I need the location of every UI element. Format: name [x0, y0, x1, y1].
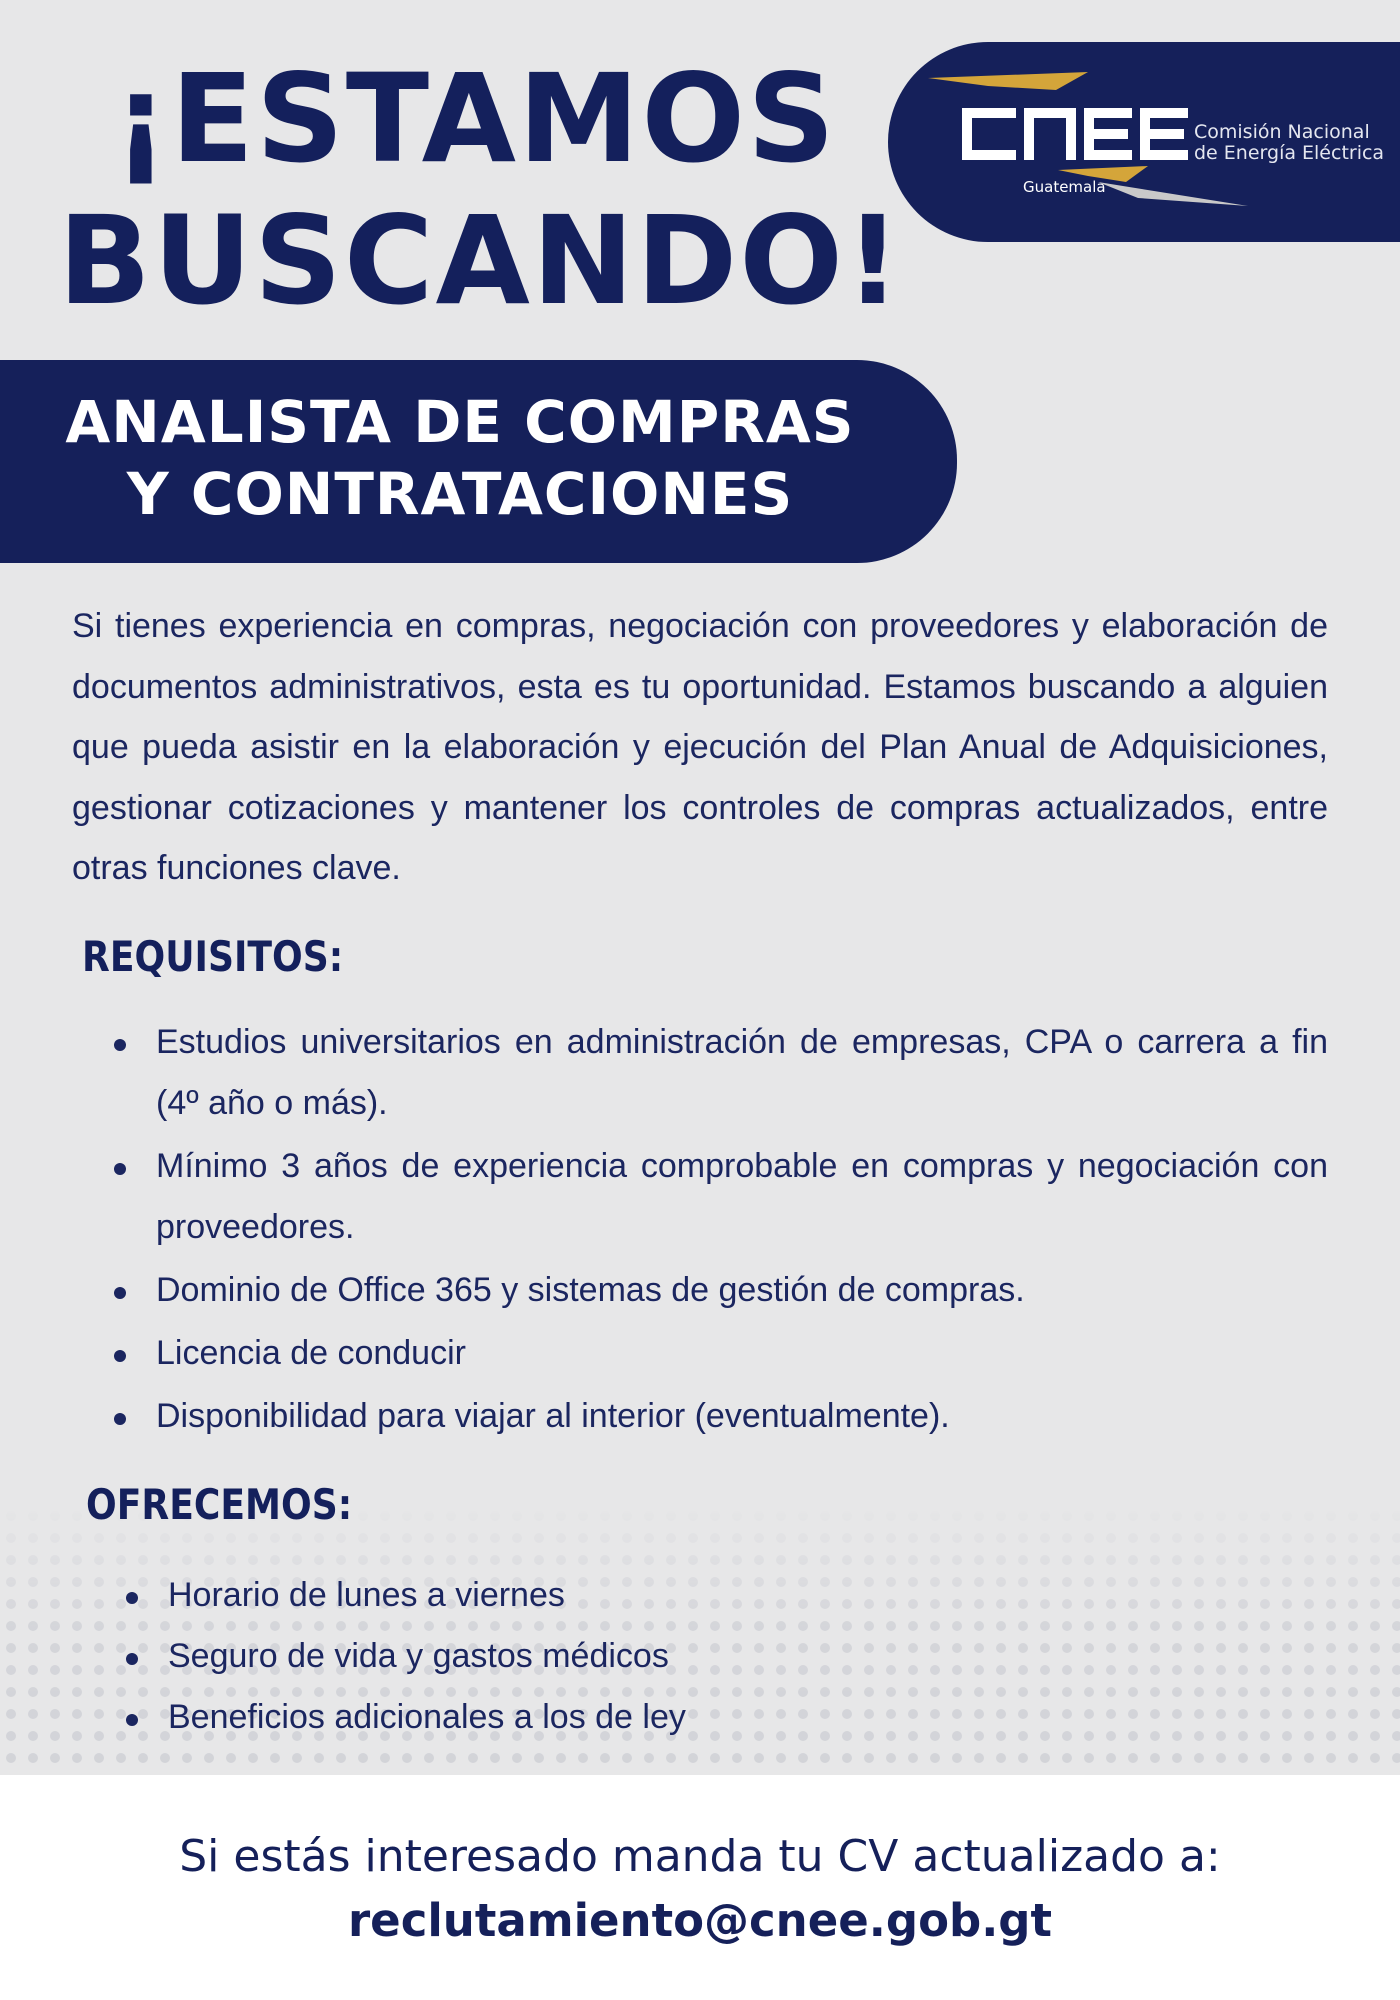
- requirements-list: [114, 1012, 1328, 1449]
- footer: [0, 1775, 1400, 2000]
- footer-cta-text: Si estás interesado manda tu CV actualizado a:: [179, 1831, 1221, 1882]
- headline-line-1: ¡ESTAMOS: [113, 48, 837, 190]
- intro-paragraph: Si tienes experiencia en compras, negociación con proveedores y elaboración de documentos administrativos, esta es tu oportunidad. Estamos buscando a alguien que pueda asistir en la elaboración y ejecución del Plan Anual de Adquisiciones, gestionar cotizaciones y mantener los controles de compras actualizados, entre otras funciones clave.: [72, 607, 1328, 887]
- list-item: Disponibilidad para viajar al interior (eventualmente).: [114, 1386, 1328, 1447]
- position-title: [0, 386, 920, 530]
- logo-country: Guatemala: [1023, 178, 1106, 196]
- list-item: Beneficios adicionales a los de ley: [126, 1687, 1026, 1748]
- offers-list: [126, 1565, 1026, 1748]
- list-item: Seguro de vida y gastos médicos: [126, 1626, 1026, 1687]
- logo-org-line-2: de Energía Eléctrica: [1194, 142, 1385, 164]
- position-title-line-1: ANALISTA DE COMPRAS: [65, 388, 855, 456]
- contact-email[interactable]: reclutamiento@cnee.gob.gt: [347, 1894, 1053, 1947]
- logo-org-line-1: Comisión Nacional: [1194, 121, 1370, 143]
- position-title-line-2: Y CONTRATACIONES: [126, 460, 794, 528]
- offers-heading: OFRECEMOS:: [86, 1480, 353, 1529]
- list-item: Mínimo 3 años de experiencia comprobable en compras y negociación con proveedores.: [114, 1136, 1328, 1258]
- list-item: Horario de lunes a viernes: [126, 1565, 1026, 1626]
- list-item: Licencia de conducir: [114, 1323, 1328, 1384]
- logo-org-name: [1194, 122, 1384, 164]
- list-item: Estudios universitarios en administración de empresas, CPA o carrera a fin (4º año o más).: [114, 1012, 1328, 1134]
- list-item: Dominio de Office 365 y sistemas de gestión de compras.: [114, 1260, 1328, 1321]
- headline-line-2: BUSCANDO!: [58, 190, 903, 332]
- cnee-logo: [888, 42, 1400, 242]
- requirements-heading: REQUISITOS:: [82, 932, 344, 981]
- position-banner: [0, 360, 957, 563]
- headline: [58, 48, 903, 332]
